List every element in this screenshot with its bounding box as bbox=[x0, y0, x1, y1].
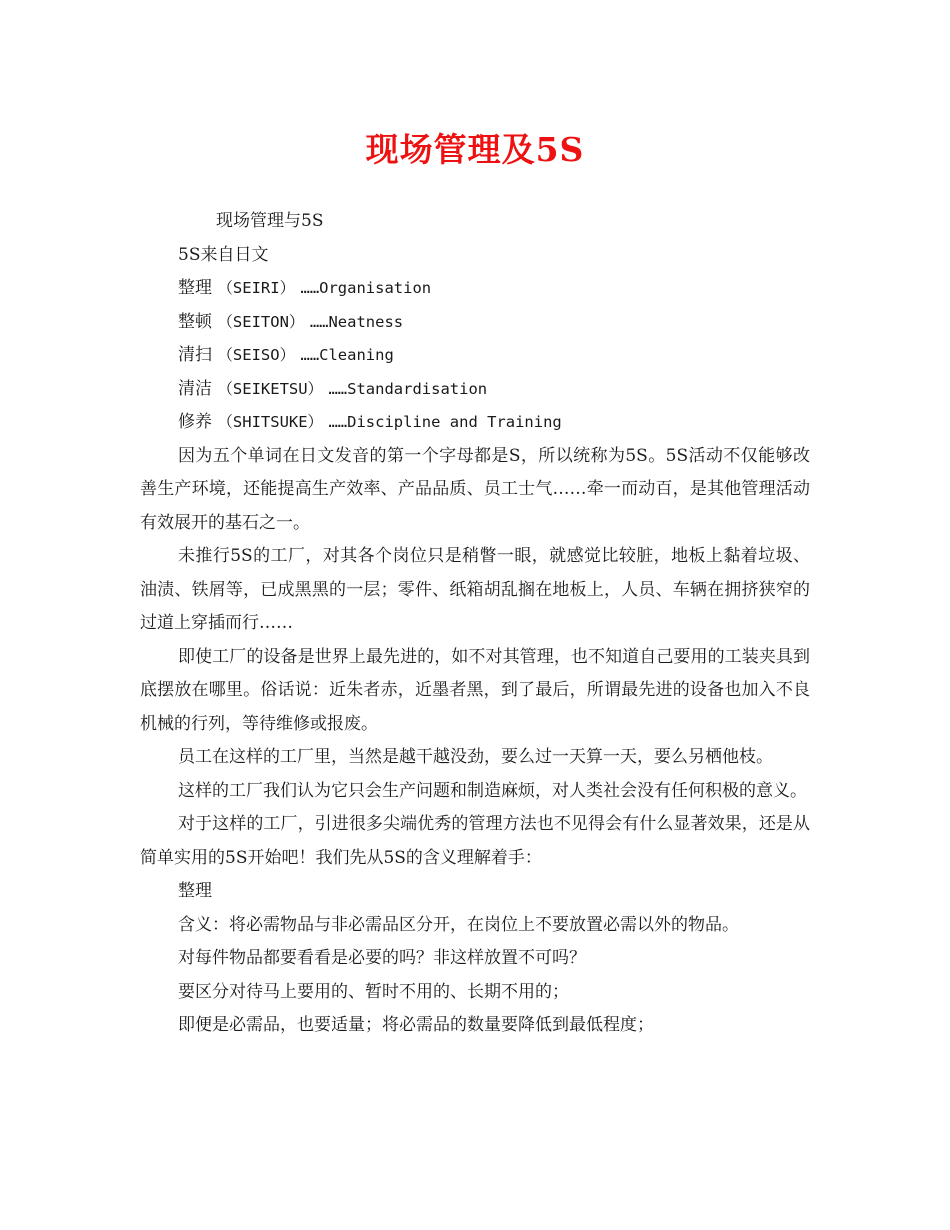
five-s-item bbox=[140, 373, 810, 407]
paragraph: 员工在这样的工厂里，当然是越干越没劲，要么过一天算一天，要么另栖他枝。 bbox=[178, 747, 773, 767]
five-s-term: 整理 bbox=[178, 278, 212, 298]
five-s-english: ……Discipline and Training bbox=[328, 413, 562, 431]
five-s-term: 修养 bbox=[178, 412, 212, 432]
five-s-term: 清扫 bbox=[178, 345, 212, 365]
five-s-romaji: （SEIRI） bbox=[217, 279, 296, 297]
five-s-romaji: （SEISO） bbox=[217, 346, 296, 364]
five-s-romaji: （SEIKETSU） bbox=[217, 379, 324, 398]
paragraph: 对于这样的工厂，引进很多尖端优秀的管理方法也不见得会有什么显著效果，还是从简单实用的5S开始吧！我们先从5S的含义理解着手： bbox=[140, 814, 810, 868]
five-s-item bbox=[140, 339, 810, 373]
subtitle: 现场管理与5S bbox=[216, 211, 324, 231]
document-body bbox=[140, 205, 810, 1043]
section-line: 即便是必需品，也要适量；将必需品的数量要降低到最低程度； bbox=[178, 1015, 654, 1035]
five-s-item bbox=[140, 272, 810, 306]
five-s-item bbox=[140, 406, 810, 440]
paragraph: 因为五个单词在日文发音的第一个字母都是S，所以统称为5S。5S活动不仅能够改善生产环境，还能提高生产效率、产品品质、员工士气……牵一而动百，是其他管理活动有效展开的基石之一。 bbox=[140, 445, 810, 533]
paragraph: 即使工厂的设备是世界上最先进的，如不对其管理，也不知道自己要用的工装夹具到底摆放在哪里。俗话说：近朱者赤，近墨者黑，到了最后，所谓最先进的设备也加入不良机械的行列，等待维修或报废。 bbox=[140, 646, 810, 734]
five-s-romaji: （SHITSUKE） bbox=[217, 413, 324, 431]
section-line: 要区分对待马上要用的、暂时不用的、长期不用的； bbox=[178, 981, 569, 1002]
section-heading: 整理 bbox=[178, 881, 212, 901]
section-line: 含义：将必需物品与非必需品区分开，在岗位上不要放置必需以外的物品。 bbox=[178, 914, 739, 935]
paragraph: 未推行5S的工厂，对其各个岗位只是稍瞥一眼，就感觉比较脏，地板上黏着垃圾、油渍、铁屑等，已成黑黑的一层；零件、纸箱胡乱搁在地板上，人员、车辆在拥挤狭窄的过道上穿插而行…… bbox=[140, 546, 810, 633]
five-s-romaji: （SEITON） bbox=[217, 312, 305, 331]
section-line: 对每件物品都要看看是必要的吗？非这样放置不可吗？ bbox=[178, 948, 586, 968]
five-s-english: ……Organisation bbox=[300, 279, 432, 297]
page-title: 现场管理及5S bbox=[365, 130, 585, 169]
five-s-english: ……Cleaning bbox=[300, 346, 394, 364]
paragraph: 这样的工厂我们认为它只会生产问题和制造麻烦，对人类社会没有任何积极的意义。 bbox=[178, 780, 807, 801]
five-s-english: ……Neatness bbox=[309, 312, 404, 331]
five-s-item bbox=[140, 306, 810, 340]
origin-line: 5S来自日文 bbox=[178, 244, 269, 265]
five-s-english: ……Standardisation bbox=[328, 379, 488, 398]
five-s-term: 清洁 bbox=[178, 378, 212, 399]
five-s-term: 整顿 bbox=[178, 311, 212, 332]
